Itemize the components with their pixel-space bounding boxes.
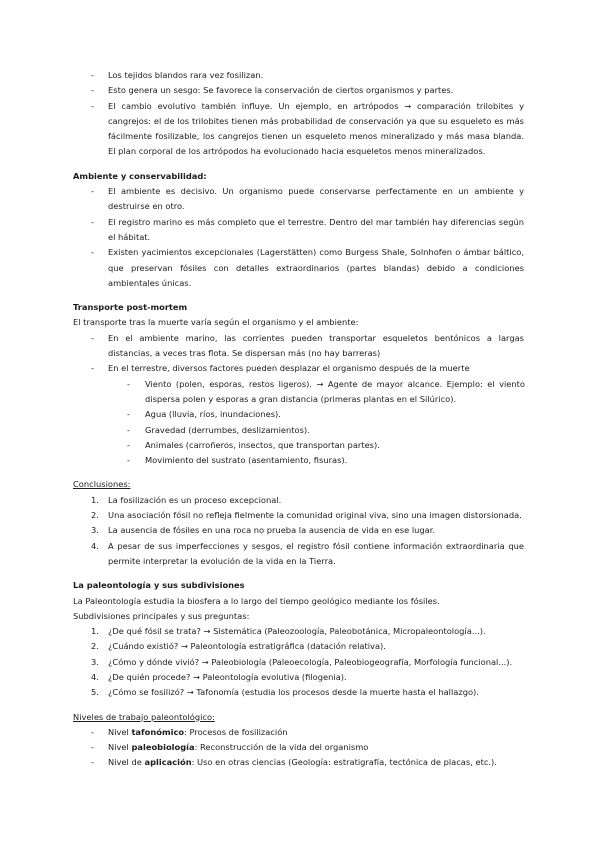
subdivision-item — [0, 685, 600, 700]
ambiente-bullet — [0, 245, 600, 291]
bullet-dash: - — [91, 757, 94, 768]
section-heading-ambiente: Ambiente y conservabilidad: — [73, 170, 207, 181]
list-number: 3. — [91, 525, 99, 536]
transporte-intro: El transporte tras la muerte varía según el organismo y el ambiente: — [73, 317, 359, 328]
transporte-sub-bullet — [0, 423, 600, 438]
bullet-text: Animales (carroñeros, insectos, que transportan partes). — [145, 439, 380, 450]
list-text: ¿Cómo se fosilizó? → Tafonomía (estudia los procesos desde la muerte hasta el hallazgo). — [108, 687, 479, 698]
intro-bullet — [0, 68, 600, 83]
transporte-bullet — [0, 361, 600, 376]
bullet-text: Agua (lluvia, ríos, inundaciones). — [145, 409, 281, 420]
bullet-dash: - — [91, 100, 94, 111]
section-heading-conclusiones: Conclusiones: — [73, 479, 131, 490]
nivel-prefix: Nivel — [108, 742, 132, 753]
nivel-text — [108, 755, 524, 770]
bullet-text: Existen yacimientos excepcionales (Lagerstätten) como Burgess Shale, Solnhofen o ámbar báltico, que preservan fósiles con detalles extraordinarios (partes blandas) debido a condiciones ambientales únicas. — [108, 247, 524, 288]
nivel-text — [108, 725, 524, 740]
nivel-keyword: tafonómico — [131, 726, 185, 737]
nivel-prefix: Nivel de — [108, 757, 145, 768]
list-number: 1. — [91, 494, 99, 505]
list-text: ¿De quién procede? → Paleontología evolutiva (filogenia). — [108, 671, 347, 682]
bullet-dash: - — [91, 363, 94, 374]
nivel-prefix: Nivel — [108, 726, 132, 737]
list-number: 2. — [91, 641, 99, 652]
bullet-dash: - — [127, 424, 130, 435]
bullet-text: Esto genera un sesgo: Se favorece la conservación de ciertos organismos y partes. — [108, 85, 454, 96]
conclusion-item — [0, 523, 600, 538]
bullet-dash: - — [127, 409, 130, 420]
list-number: 3. — [91, 656, 99, 667]
intro-bullet — [0, 83, 600, 98]
bullet-dash: - — [127, 378, 130, 389]
section-heading-transporte: Transporte post-mortem — [73, 302, 188, 313]
subdivision-item — [0, 670, 600, 685]
conclusion-item — [0, 539, 600, 570]
list-number: 4. — [91, 671, 99, 682]
conclusion-item — [0, 508, 600, 523]
intro-bullet — [0, 99, 600, 160]
nivel-description: : Uso en otras ciencias (Geología: estratigrafía, tectónica de placas, etc.). — [191, 757, 497, 768]
subdivision-item — [0, 624, 600, 639]
nivel-keyword: aplicación — [144, 757, 192, 768]
bullet-text: Gravedad (derrumbes, deslizamientos). — [145, 424, 310, 435]
list-number: 4. — [91, 540, 99, 551]
nivel-item — [0, 740, 600, 755]
bullet-dash: - — [91, 85, 94, 96]
list-number: 1. — [91, 626, 99, 637]
conclusion-item — [0, 493, 600, 508]
bullet-dash: - — [127, 455, 130, 466]
list-text: La ausencia de fósiles en una roca no prueba la ausencia de vida en ese lugar. — [108, 525, 436, 536]
transporte-sub-bullet — [0, 453, 600, 468]
section-heading-niveles: Niveles de trabajo paleontológico: — [73, 711, 215, 722]
transporte-sub-bullet — [0, 407, 600, 422]
transporte-sub-bullet — [0, 377, 600, 408]
nivel-description: : Procesos de fosilización — [184, 726, 288, 737]
bullet-dash: - — [91, 247, 94, 258]
bullet-dash: - — [91, 186, 94, 197]
list-text: ¿De qué fósil se trata? → Sistemática (Paleozoología, Paleobotánica, Micropaleontología...). — [108, 626, 486, 637]
nivel-item — [0, 755, 600, 770]
transporte-bullet — [0, 331, 600, 362]
list-text: ¿Cómo y dónde vivió? → Paleobiología (Paleoecología, Paleobiogeografía, Morfología funcional...). — [108, 656, 513, 667]
nivel-item — [0, 725, 600, 740]
bullet-text: El cambio evolutivo también influye. Un ejemplo, en artrópodos → comparación trilobites y cangrejos: el de los trilobites tienen más probabilidad de conservación ya que su esqueleto es más fácilmente fosilizable, los cangrejos tienen un esqueleto menos mineralizado y más masa blanda. El plan corporal de los artrópodos ha evolucionado hacia esqueletos menos mineralizados. — [108, 100, 524, 157]
bullet-text: El ambiente es decisivo. Un organismo puede conservarse perfectamente en un ambiente y destruirse en otro. — [108, 186, 524, 212]
list-number: 5. — [91, 687, 99, 698]
bullet-dash: - — [91, 70, 94, 80]
bullet-dash: - — [91, 216, 94, 227]
paleontologia-line: Subdivisiones principales y sus preguntas: — [73, 610, 250, 621]
bullet-dash: - — [127, 439, 130, 450]
list-text: A pesar de sus imperfecciones y sesgos, el registro fósil contiene información extraordinaria que permite interpretar la evolución de la vida en la Tierra. — [108, 540, 524, 566]
list-number: 2. — [91, 510, 99, 521]
paleontologia-line: La Paleontología estudia la biosfera a lo largo del tiempo geológico mediante los fósiles. — [73, 595, 440, 606]
nivel-text — [108, 740, 524, 755]
list-text: La fosilización es un proceso excepcional. — [108, 494, 282, 505]
bullet-text: Los tejidos blandos rara vez fosilizan. — [108, 70, 264, 80]
bullet-text: El registro marino es más completo que el terrestre. Dentro del mar también hay diferencias según el hábitat. — [108, 216, 524, 242]
bullet-dash: - — [91, 332, 94, 343]
transporte-sub-bullet — [0, 438, 600, 453]
document-page — [0, 68, 600, 771]
list-text: Una asociación fósil no refleja fielmente la comunidad original viva, sino una imagen distorsionada. — [108, 510, 522, 521]
subdivision-item — [0, 655, 600, 670]
bullet-text: Movimiento del sustrato (asentamiento, fisuras). — [145, 455, 348, 466]
section-heading-paleontologia: La paleontología y sus subdivisiones — [73, 580, 245, 591]
ambiente-bullet — [0, 215, 600, 246]
bullet-dash: - — [91, 726, 94, 737]
subdivision-item — [0, 639, 600, 654]
bullet-text: En el terrestre, diversos factores pueden desplazar el organismo después de la muerte — [108, 363, 470, 374]
ambiente-bullet — [0, 184, 600, 215]
bullet-text: Viento (polen, esporas, restos ligeros). → Agente de mayor alcance. Ejemplo: el viento dispersa polen y esporas a gran distancia (primeras plantas en el Silúrico). — [145, 378, 525, 404]
nivel-description: : Reconstrucción de la vida del organismo — [194, 742, 369, 753]
nivel-keyword: paleobiología — [131, 742, 195, 753]
bullet-dash: - — [91, 742, 94, 753]
bullet-text: En el ambiente marino, las corrientes pueden transportar esqueletos bentónicos a largas distancias, a veces tras flota. Se dispersan más (no hay barreras) — [108, 332, 524, 359]
list-text: ¿Cuándo existió? → Paleontología estratigráfica (datación relativa). — [108, 641, 386, 652]
